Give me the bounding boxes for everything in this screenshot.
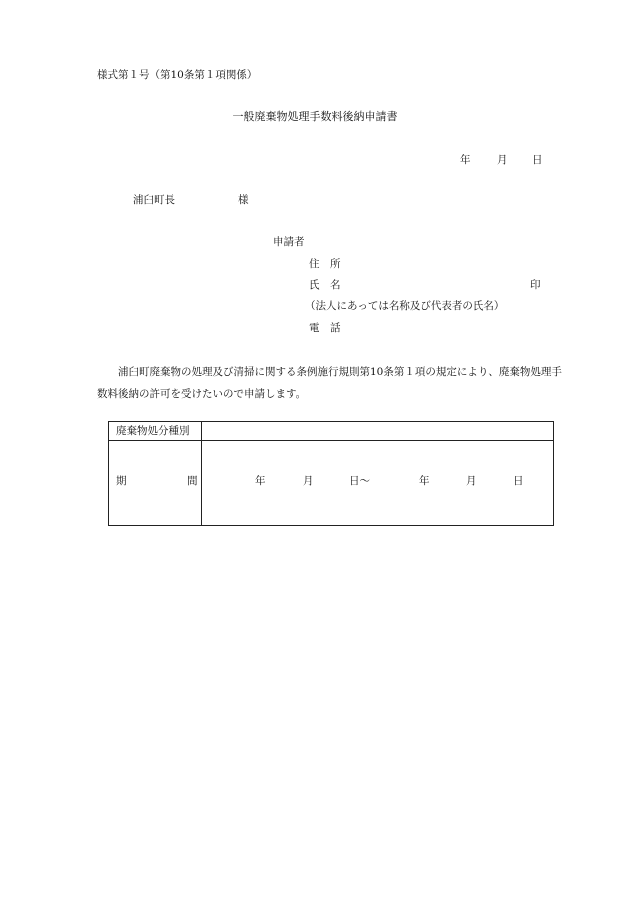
date-year: 年 xyxy=(460,154,471,166)
address-label: 住 所 xyxy=(309,258,341,270)
application-table xyxy=(108,421,554,526)
name-label: 氏 名 xyxy=(309,279,341,291)
period-label-cell xyxy=(109,440,202,525)
form-number: 様式第１号（第10条第１項関係） xyxy=(97,69,258,81)
period-to-month: 月 xyxy=(466,474,477,487)
addressee-honorific: 様 xyxy=(238,194,249,206)
seal-mark: 印 xyxy=(530,279,541,291)
document-title: 一般廃棄物処理手数料後納申請書 xyxy=(232,110,398,123)
period-dates xyxy=(202,457,553,509)
corporate-name-note: （法人にあっては名称及び代表者の氏名） xyxy=(305,300,505,312)
waste-type-label-cell xyxy=(109,422,202,441)
waste-type-label: 廃棄物処分種別 xyxy=(116,424,190,437)
period-to-year: 年 xyxy=(419,474,430,487)
waste-type-value[interactable] xyxy=(202,422,554,441)
period-label-char-1: 期 xyxy=(116,474,127,487)
application-statement: 浦臼町廃棄物の処理及び清掃に関する条例施行規則第10条第１項の規定により、廃棄物処理手数料後納の許可を受けたいので申請します。 xyxy=(97,366,562,400)
period-from-month: 月 xyxy=(303,474,314,487)
period-label-char-2: 間 xyxy=(187,474,198,487)
period-to-day: 日 xyxy=(513,474,524,487)
period-value[interactable] xyxy=(202,440,554,525)
phone-label: 電 話 xyxy=(309,322,341,334)
period-from-year: 年 xyxy=(255,474,266,487)
date-day: 日 xyxy=(532,154,543,166)
addressee-name: 浦臼町長 xyxy=(133,194,175,206)
applicant-heading: 申請者 xyxy=(273,236,305,248)
date-month: 月 xyxy=(497,154,508,166)
period-row xyxy=(109,440,554,525)
waste-type-row xyxy=(109,422,554,441)
period-from-day: 日～ xyxy=(349,474,370,487)
period-label xyxy=(109,476,201,490)
